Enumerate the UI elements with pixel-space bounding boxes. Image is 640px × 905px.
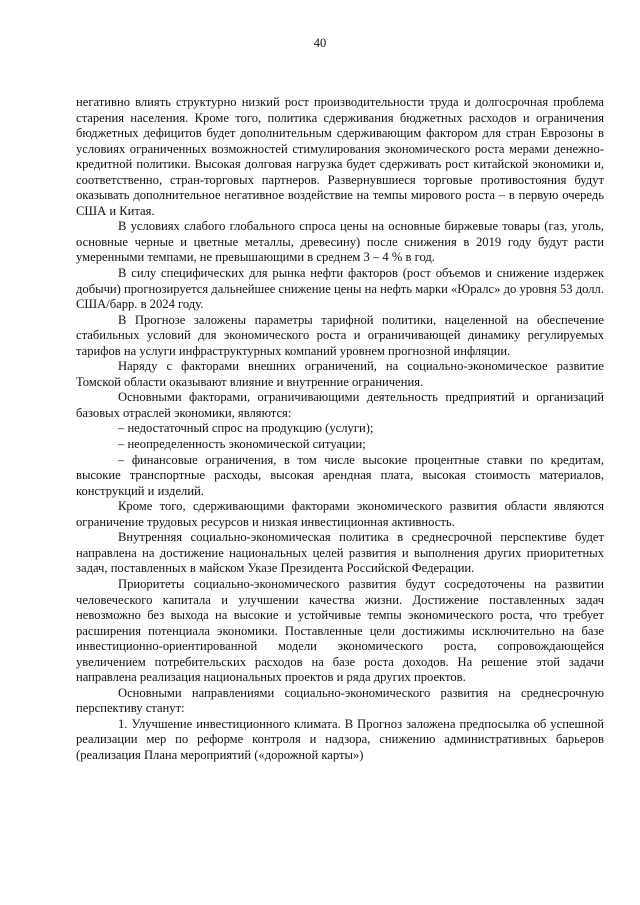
paragraph: В условиях слабого глобального спроса цены на основные биржевые товары (газ, уголь, основные черные и цветные металлы, древесину) после снижения в 2019 году будут расти умеренными темпами, не превышающими в среднем 3 – 4 % в год. (76, 219, 604, 265)
paragraph: Основными факторами, ограничивающими деятельность предприятий и организаций базовых отраслей экономики, являются: (76, 390, 604, 420)
paragraph: 1. Улучшение инвестиционного климата. В Прогноз заложена предпосылка об успешной реализации мер по реформе контроля и надзора, снижению административных барьеров (реализация Плана мероприятий («дорожной карты») (76, 716, 604, 762)
paragraph: Наряду с факторами внешних ограничений, на социально-экономическое развитие Томской области оказывают влияние и внутренние ограничения. (76, 359, 604, 389)
paragraph: Кроме того, сдерживающими факторами экономического развития области являются ограничение трудовых ресурсов и низкая инвестиционная активность. (76, 499, 604, 529)
list-item: – неопределенность экономической ситуации; (118, 437, 366, 452)
list-item: – финансовые ограничения, в том числе высокие процентные ставки по кредитам, высокие транспортные расходы, высокая арендная плата, высокая стоимость материалов, конструкций и изделий. (76, 452, 604, 498)
paragraph: Основными направлениями социально-экономического развития на среднесрочную перспективу станут: (76, 685, 604, 716)
paragraph: В силу специфических для рынка нефти факторов (рост объемов и снижение издержек добычи) прогнозируется дальнейшее снижение цены на нефть марки «Юралс» до уровня 53 долл. США/барр. в 2024 году. (76, 266, 604, 312)
paragraph: негативно влиять структурно низкий рост производительности труда и долгосрочная проблема старения населения. Кроме того, политика сдерживания бюджетных расходов и ограничения бюджетных дефицитов будет дополнительным сдерживающим фактором для стран Еврозоны в условиях ограниченных возможностей стимулирования экономического роста мерами денежно-кредитной политики. Высокая долговая нагрузка будет сдерживать рост китайской экономики и, соответственно, стран-торговых партнеров. Развернувшиеся торговые противостояния будут оказывать дополнительное негативное воздействие на темпы мирового роста – в первую очередь США и Китая. (76, 95, 604, 218)
body-text (76, 95, 604, 764)
paragraph: Внутренняя социально-экономическая политика в среднесрочной перспективе будет направлена на достижение национальных целей развития и выполнения других приоритетных задач, поставленных в майском Указе Президента Российской Федерации. (76, 530, 604, 576)
list-item: – недостаточный спрос на продукцию (услуги); (118, 421, 374, 436)
page-number: 40 (313, 36, 327, 50)
paragraph: В Прогнозе заложены параметры тарифной политики, нацеленной на обеспечение стабильных условий для экономического роста и ограничивающей динамику регулируемых тарифов на услуги инфраструктурных компаний уровнем прогнозной инфляции. (76, 312, 604, 358)
paragraph: Приоритеты социально-экономического развития будут сосредоточены на развитии человеческого капитала и улучшении качества жизни. Достижение поставленных задач невозможно без выхода на высокие и устойчивые темпы экономического роста, что требует расширения потенциала экономики. Поставленные цели достижимы исключительно на базе инвестиционно-ориентированной модели экономического роста, сопровождающейся увеличением потребительских расходов на базе роста доходов. На решение этой задачи направлена реализация национальных проектов и ряда других проектов. (76, 576, 604, 685)
